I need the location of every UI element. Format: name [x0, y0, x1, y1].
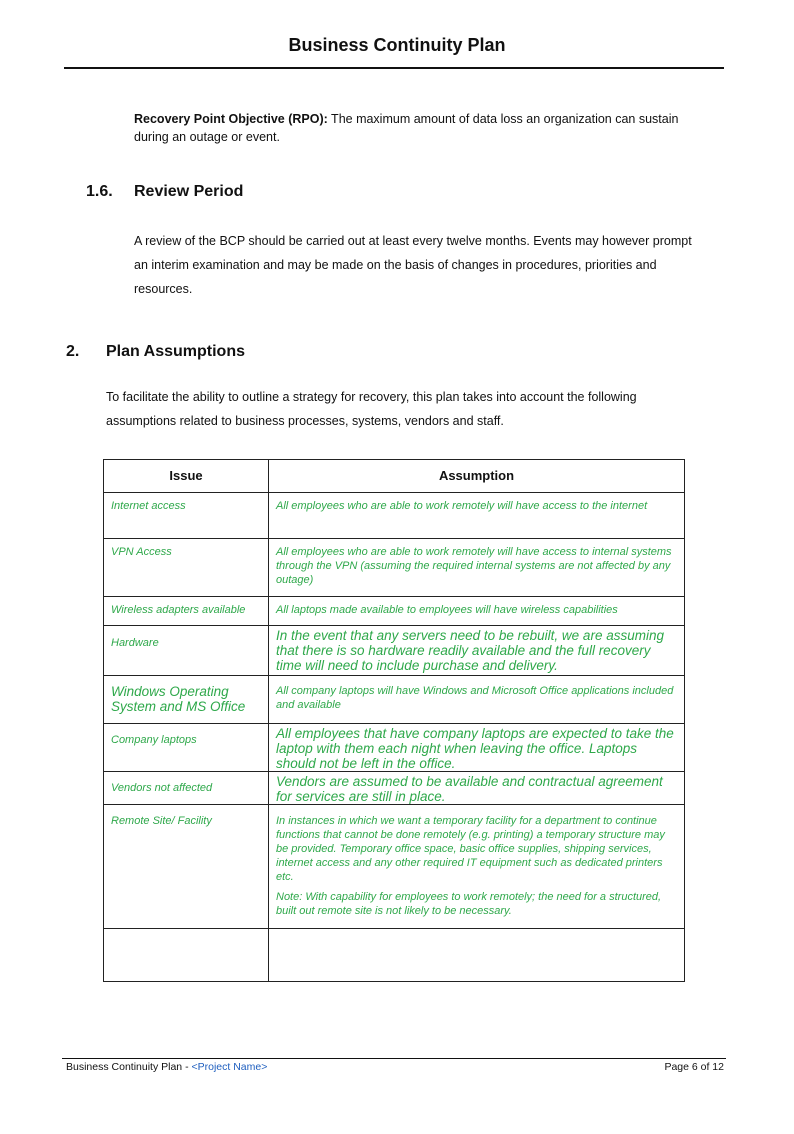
- section-heading-review-period: [86, 183, 243, 201]
- table-row: [104, 805, 685, 929]
- assumption-cell: [269, 805, 685, 929]
- assumption-cell: All employees who are able to work remotely will have access to internal systems through the VPN (assuming the required internal systems are not affected by any outage): [269, 539, 685, 597]
- table-row: [104, 626, 685, 676]
- assumption-cell: [269, 929, 685, 982]
- assumption-cell: All laptops made available to employees will have wireless capabilities: [269, 597, 685, 626]
- issue-cell: Internet access: [104, 493, 269, 539]
- issue-cell: Windows Operating System and MS Office: [104, 676, 269, 724]
- footer-page-number: Page 6 of 12: [664, 1061, 724, 1073]
- assumption-cell: All company laptops will have Windows and Microsoft Office applications included and available: [269, 676, 685, 724]
- header-assumption: Assumption: [269, 460, 685, 493]
- footer-project-name: <Project Name>: [191, 1061, 268, 1073]
- section-heading-plan-assumptions: [66, 343, 245, 361]
- table-header-row: [104, 460, 685, 493]
- rpo-definition: [134, 110, 694, 146]
- plan-assumptions-body: To facilitate the ability to outline a strategy for recovery, this plan takes into account the following assumptions related to business processes, systems, vendors and staff.: [106, 390, 637, 428]
- section-title: Plan Assumptions: [106, 343, 245, 360]
- title-divider: [64, 67, 724, 69]
- assumption-text: In instances in which we want a temporary facility for a department to continue functions that cannot be done remotely (e.g. printing) a temporary structure may be provided. Temporary office space, basic office supplies, shipping services, internet access and any other required IT equipment such as dedicated printers etc.: [276, 815, 665, 883]
- issue-cell: Wireless adapters available: [104, 597, 269, 626]
- issue-cell: Hardware: [104, 626, 269, 676]
- assumption-cell: Vendors are assumed to be available and contractual agreement for services are still in place.: [269, 772, 685, 805]
- table-row: [104, 539, 685, 597]
- assumptions-table: [103, 459, 685, 982]
- section-number: 2.: [66, 343, 80, 360]
- rpo-term: Recovery Point Objective (RPO):: [134, 112, 328, 126]
- issue-cell: Remote Site/ Facility: [104, 805, 269, 929]
- issue-cell: Company laptops: [104, 724, 269, 772]
- table-row: [104, 597, 685, 626]
- assumption-cell: All employees that have company laptops are expected to take the laptop with them each night when leaving the office. Laptops should not be left in the office.: [269, 724, 685, 772]
- assumption-cell: In the event that any servers need to be rebuilt, we are assuming that there is so hardware readily available and the full recovery time will need to include purchase and delivery.: [269, 626, 685, 676]
- footer-divider: [62, 1058, 726, 1059]
- table-row: [104, 772, 685, 805]
- issue-cell: [104, 929, 269, 982]
- issue-cell: VPN Access: [104, 539, 269, 597]
- footer-title: Business Continuity Plan -: [66, 1061, 192, 1073]
- document-title: Business Continuity Plan: [288, 35, 506, 55]
- review-period-body: A review of the BCP should be carried out at least every twelve months. Events may however prompt an interim examination and may be made on the basis of changes in procedures, priorities and resources.: [134, 234, 692, 296]
- issue-cell: Vendors not affected: [104, 772, 269, 805]
- header-issue: Issue: [104, 460, 269, 493]
- section-number: 1.6.: [86, 183, 113, 200]
- rpo-text: The maximum amount of data loss an organization can sustain during an outage or event.: [134, 112, 679, 144]
- table-row-empty: [104, 929, 685, 982]
- table-row: [104, 676, 685, 724]
- footer-document-name: [66, 1061, 267, 1073]
- assumption-note: Note: With capability for employees to work remotely; the need for a structured, built out remote site is not likely to be necessary.: [276, 891, 662, 917]
- table-row: [104, 493, 685, 539]
- table-row: [104, 724, 685, 772]
- section-title: Review Period: [134, 183, 244, 200]
- assumption-cell: All employees who are able to work remotely will have access to the internet: [269, 493, 685, 539]
